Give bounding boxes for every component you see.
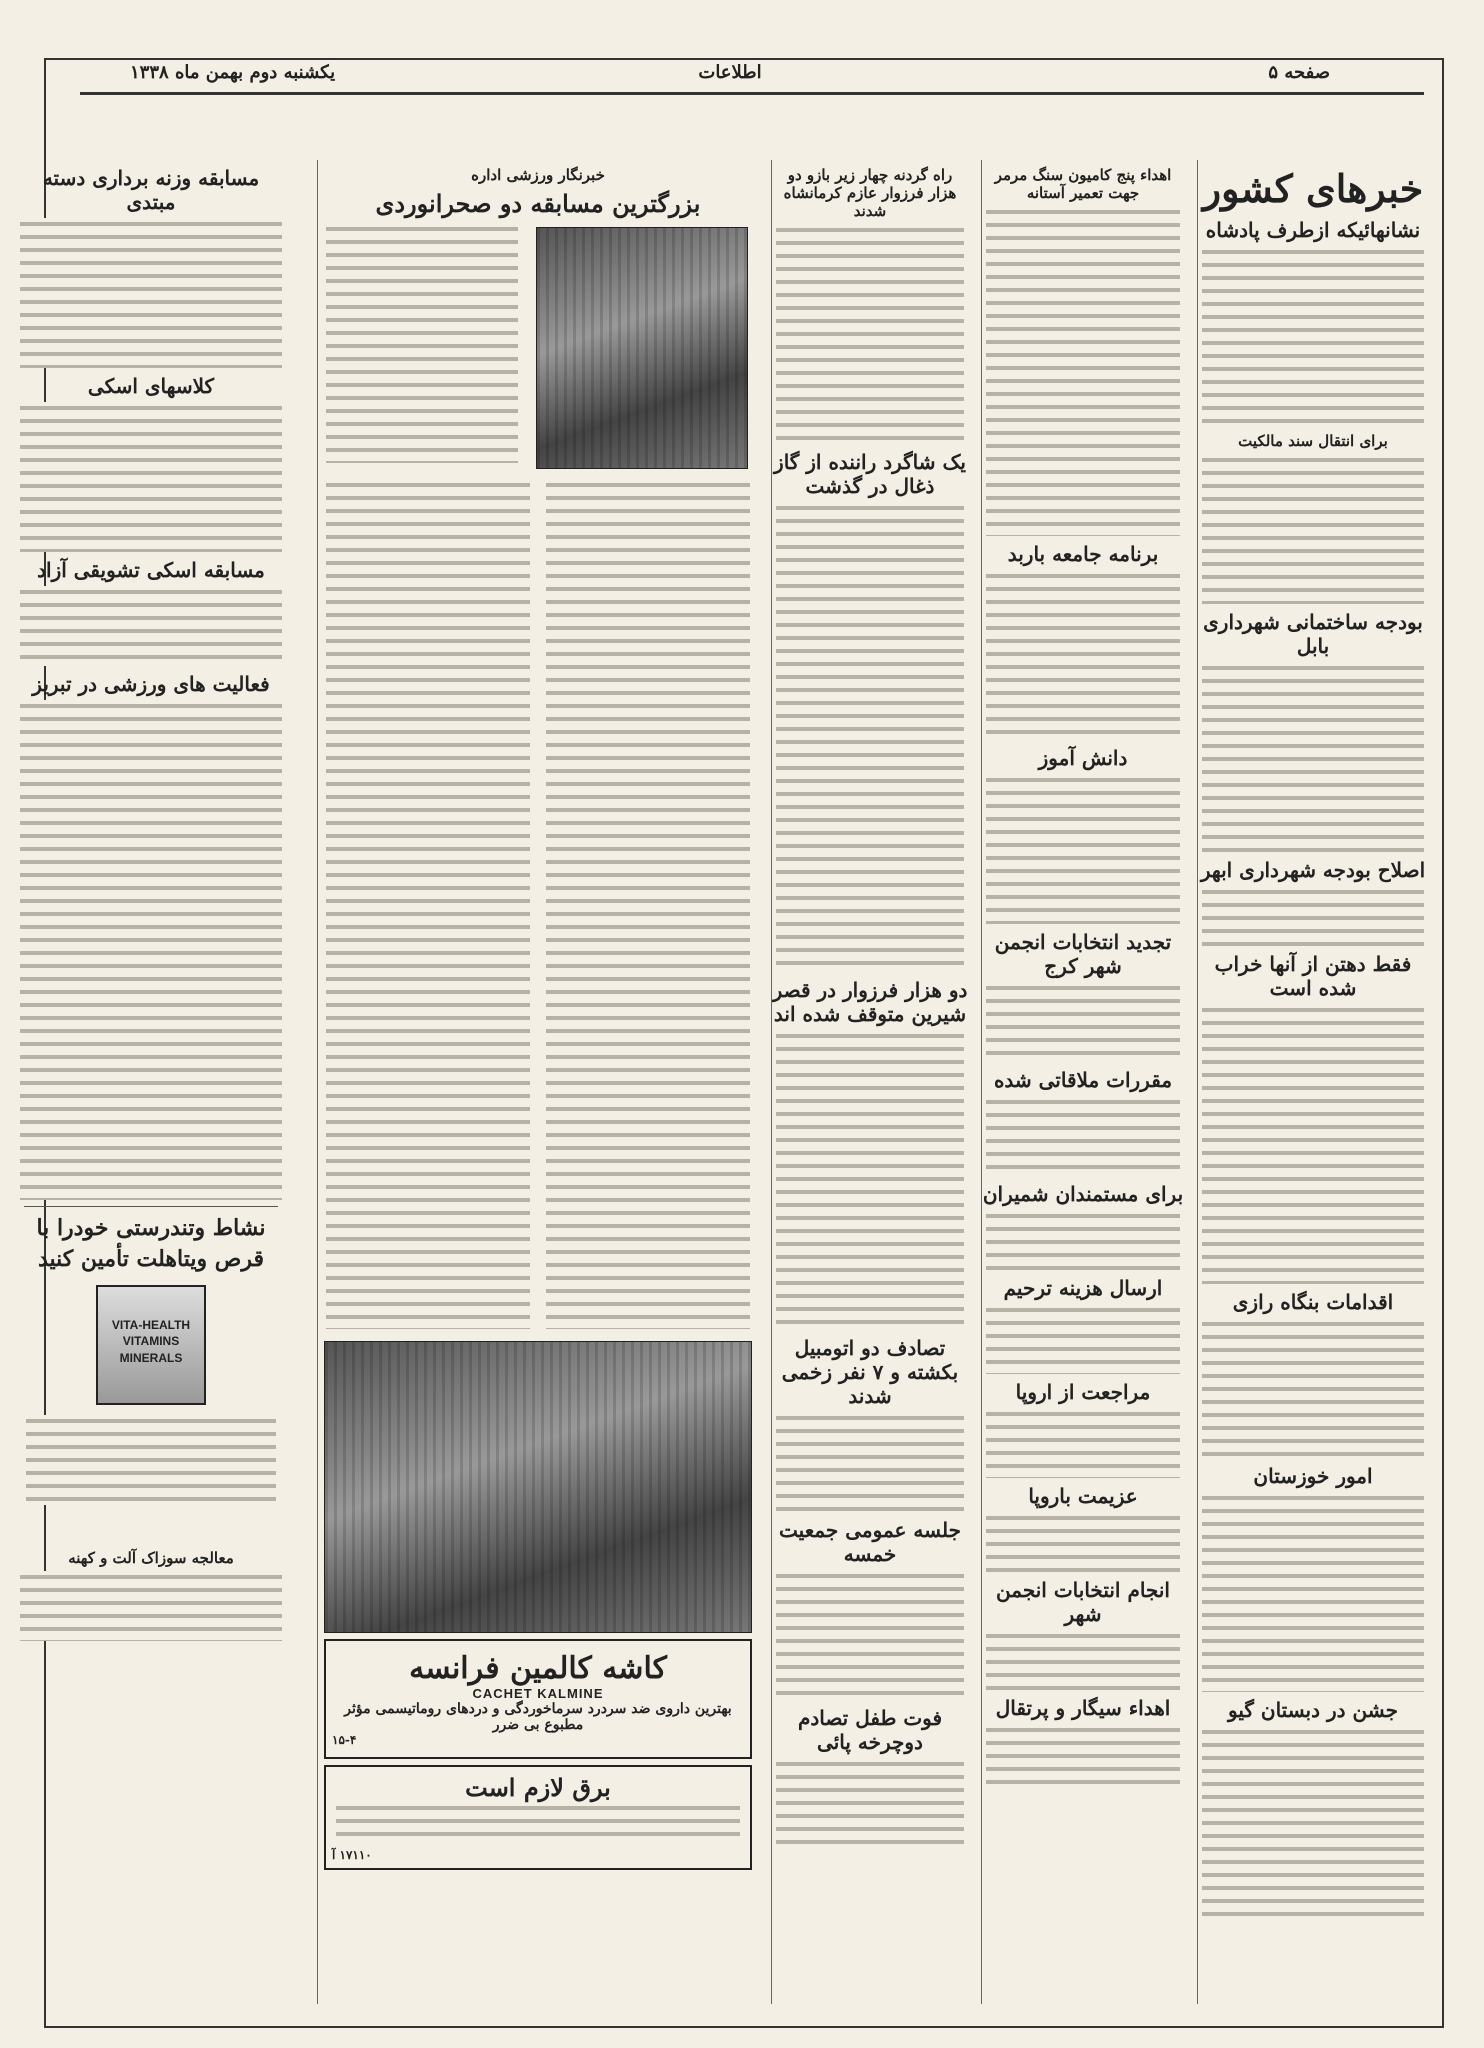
article-headline: فقط دهتن از آنها خراب شده است	[1214, 951, 1412, 1000]
article-body	[776, 1570, 964, 1700]
article-headline: برای مستمندان شمیران	[982, 1182, 1184, 1206]
column-6	[16, 160, 286, 2004]
article-body	[1202, 1318, 1424, 1458]
article-body	[776, 1030, 964, 1330]
article-body	[1202, 662, 1424, 852]
article-headline: جشن در دبستان گیو	[1228, 1697, 1398, 1722]
article-headline: برنامه جامعه باربد	[1007, 542, 1159, 566]
ad-title: کاشه کالمین فرانسه	[409, 1650, 667, 1686]
article-body	[1202, 454, 1424, 604]
article-body	[20, 586, 282, 666]
electric-ad	[324, 1765, 752, 1870]
article-body	[1202, 1726, 1424, 1916]
article-body	[1202, 1004, 1424, 1284]
article-body	[986, 1630, 1180, 1690]
article-headline: اهداء سیگار و پرتقال	[995, 1696, 1171, 1720]
ad-title: معالجه سوزاک آلت و کهنه	[68, 1549, 234, 1567]
article-body	[986, 1096, 1180, 1176]
article-headline: جلسه عمومی جمعیت خمسه	[779, 1518, 961, 1566]
column-2	[981, 160, 1184, 2004]
article-headline: مسابقه وزنه برداری دسته مبتدی	[42, 166, 260, 214]
article-body	[986, 1408, 1180, 1478]
issue-date: یکشنبه دوم بهمن ماه ۱۳۳۸	[130, 62, 336, 83]
ad-body	[20, 1571, 282, 1641]
article-body	[1202, 886, 1424, 946]
article-headline: دو هزار فرزوار در قصر شیرین متوقف شده اند	[772, 978, 968, 1026]
article-headline: فوت طفل تصادم دوچرخه پائی	[797, 1706, 943, 1754]
article-headline: مراجعت از اروپا	[1015, 1380, 1151, 1404]
article-headline: مقررات ملاقاتی شده	[993, 1068, 1173, 1092]
article-body	[986, 982, 1180, 1062]
article-body	[326, 479, 530, 1329]
article-body	[1202, 246, 1424, 426]
article-body	[20, 700, 282, 1200]
column-3	[771, 160, 968, 2004]
article-body	[986, 1724, 1180, 1784]
article-body	[986, 1210, 1180, 1270]
article-body	[986, 1512, 1180, 1572]
article-headline: اقدامات بنگاه رازی	[1232, 1289, 1394, 1314]
divider	[24, 1206, 278, 1207]
article-body	[546, 479, 750, 1329]
article-body	[776, 1412, 964, 1512]
article-body	[20, 218, 282, 368]
page-number: صفحه ۵	[1268, 62, 1330, 83]
article-headline: ارسال هزینه ترحیم	[1003, 1276, 1163, 1300]
article-body	[986, 774, 1180, 924]
ad-code: ۱۷۱۱۰ آ	[332, 1847, 372, 1862]
ad-body	[336, 1802, 740, 1842]
article-headline: برای انتقال سند مالکیت	[1238, 431, 1388, 450]
article-headline: اهداء پنج کامیون سنگ مرمر جهت تعمیر آستانه	[994, 166, 1172, 202]
article-body	[776, 1758, 964, 1848]
ad-title: نشاط وتندرستی خودرا با قرص ویتاهلت تأمین کنید	[36, 1215, 266, 1272]
article-headline: نشانهائیکه ازطرف پادشاه	[1205, 217, 1421, 242]
article-headline: یک شاگرد راننده از گاز ذغال در گذشت	[774, 450, 966, 498]
runners-photo	[536, 227, 748, 469]
article-body	[986, 570, 1180, 740]
article-body	[1202, 1492, 1424, 1692]
article-headline: اصلاح بودجه شهرداری ابهر	[1200, 857, 1426, 882]
column-sports	[317, 160, 758, 2004]
article-headline: دانش آموز	[1038, 746, 1128, 770]
vitamin-bottle: VITA-HEALTH VITAMINS MINERALS	[96, 1285, 206, 1405]
vita-health-ad	[22, 1213, 280, 1543]
article-headline: تجدید انتخابات انجمن شهر کرج	[994, 930, 1172, 978]
byline: خبرنگار ورزشی اداره	[471, 166, 605, 184]
cachet-kalmine-ad	[324, 1639, 752, 1759]
article-headline: راه گردنه چهار زیر بازو دو هزار فرزوار عازم کرمانشاه شدند	[783, 166, 957, 220]
ad-latin-title: CACHET KALMINE	[472, 1685, 604, 1701]
article-body	[326, 223, 518, 463]
article-headline: انجام انتخابات انجمن شهر	[996, 1578, 1170, 1626]
article-headline: امور خوزستان	[1253, 1463, 1373, 1488]
newspaper-page	[32, 58, 1444, 2028]
article-headline: تصادف دو اتومبیل بکشته و ۷ نفر زخمی شدند	[781, 1336, 959, 1408]
article-body	[776, 224, 964, 444]
article-headline: عزیمت باروپا	[1028, 1484, 1138, 1508]
article-body	[20, 402, 282, 552]
athletes-photo	[324, 1341, 752, 1633]
ad-title: برق لازم است	[465, 1772, 611, 1802]
article-headline: مسابقه اسکی تشویقی آزاد	[37, 558, 265, 582]
article-body	[776, 502, 964, 972]
article-headline: بودجه ساختمانی شهرداری بابل	[1203, 609, 1423, 658]
article-headline: فعالیت های ورزشی در تبریز	[32, 672, 270, 696]
column-1	[1197, 160, 1428, 2004]
article-body	[986, 1304, 1180, 1374]
article-headline: بزرگترین مسابقه دو صحرانوردی	[375, 189, 701, 218]
article-headline: کلاسهای اسکی	[87, 374, 215, 398]
newspaper-name: اطلاعات	[698, 62, 762, 83]
ad-body	[26, 1415, 276, 1505]
ad-code: ۱۵-۴	[332, 1732, 357, 1747]
article-body	[986, 206, 1180, 536]
section-headline: خبرهای کشور	[1202, 166, 1424, 211]
ad-text: بهترین داروی ضد سردرد سرماخوردگی و دردهای روماتیسمی مؤثر مطبوع بی ضرر	[344, 1700, 732, 1733]
